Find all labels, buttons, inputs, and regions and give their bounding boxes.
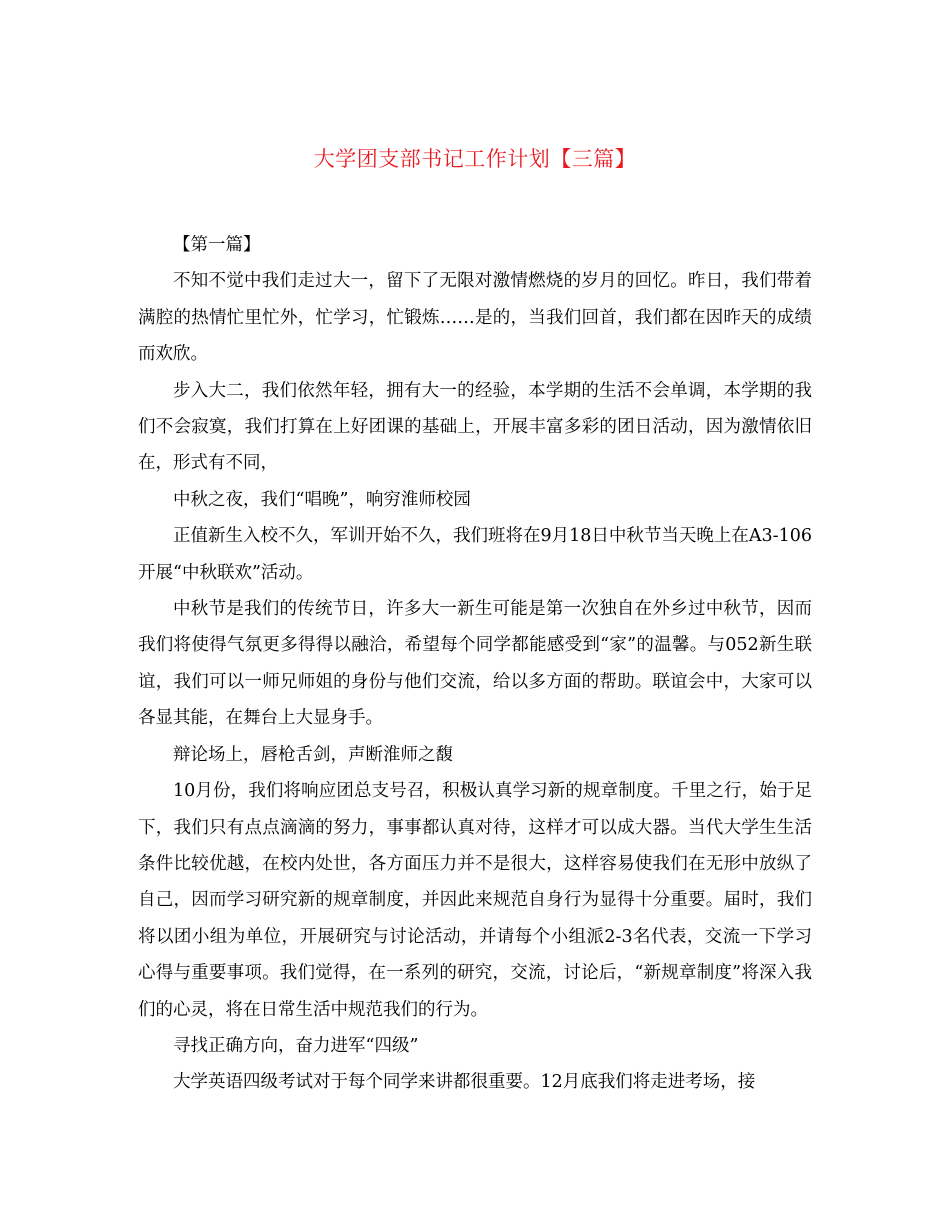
subheading-mid-autumn: 中秋之夜，我们“唱晚”，响穷淮师校园: [173, 489, 471, 510]
section-heading-first: 【第一篇】: [173, 235, 261, 255]
paragraph-regulations: 10月份，我们将响应团总支号召，积极认真学习新的规章制度。千里之行，始于足下，我们只有点点滴滴的努力，事事都认真对待，这样才可以成大器。当代大学生生活条件比较优越，在校内处世，各方面压力并不是很大，这样容易使我们在无形中放纵了自己，因而学习研究新的规章制度，并因此来规范自身行为显得十分重要。届时，我们将以团小组为单位，开展研究与讨论活动，并请每个小组派2-3名代表，交流一下学习心得与重要事项。我们觉得，在一系列的研究，交流，讨论后，“新规章制度”将深入我们的心灵，将在日常生活中规范我们的行为。: [138, 781, 812, 1020]
paragraph-intro: 不知不觉中我们走过大一，留下了无限对激情燃烧的岁月的回忆。昨日，我们带着满腔的热情忙里忙外，忙学习，忙锻炼……是的，当我们回首，我们都在因昨天的成绩而欢欣。: [138, 271, 812, 365]
paragraph-cet4: 大学英语四级考试对于每个同学来讲都很重要。12月底我们将走进考场，接: [173, 1072, 756, 1093]
document-title: 大学团支部书记工作计划【三篇】: [313, 147, 637, 171]
subheading-cet4: 寻找正确方向，奋力进军“四级”: [173, 1035, 419, 1056]
document-body: [138, 227, 812, 1101]
paragraph-sophomore: 步入大二，我们依然年轻，拥有大一的经验，本学期的生活不会单调，本学期的我们不会寂寞，我们打算在上好团课的基础上，开展丰富多彩的团日活动，因为激情依旧在，形式有不同，: [138, 380, 812, 474]
subheading-debate: 辩论场上，唇枪舌剑，声断淮师之馥: [173, 744, 453, 765]
paragraph-mid-autumn-event: 正值新生入校不久，军训开始不久，我们班将在9月18日中秋节当天晚上在A3-106开展“中秋联欢”活动。: [138, 526, 812, 583]
paragraph-mid-autumn-detail: 中秋节是我们的传统节日，许多大一新生可能是第一次独自在外乡过中秋节，因而我们将使得气氛更多得得以融洽，希望每个同学都能感受到“家”的温馨。与052新生联谊，我们可以一师兄师姐的身份与他们交流，给以多方面的帮助。联谊会中，大家可以各显其能，在舞台上大显身手。: [138, 599, 812, 729]
